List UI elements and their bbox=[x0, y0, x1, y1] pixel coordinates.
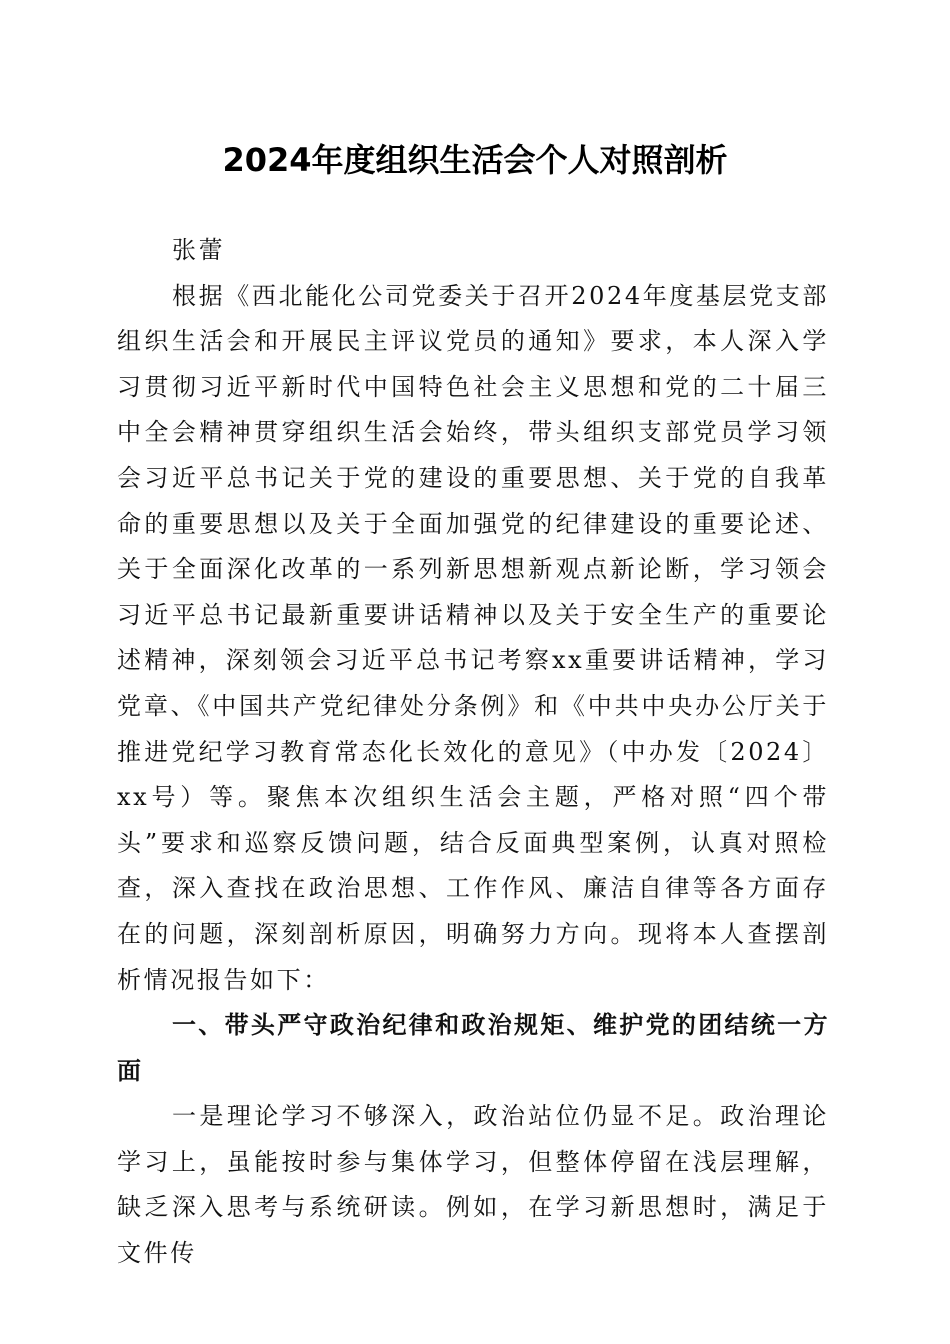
section-heading: 一、带头严守政治纪律和政治规矩、维护党的团结统一方面 bbox=[117, 1011, 829, 1085]
document-title: 2024年度组织生活会个人对照剖析 bbox=[222, 141, 728, 179]
intro-paragraph: 根据《西北能化公司党委关于召开2024年度基层党支部组织生活会和开展民主评议党员的通知》要求，本人深入学习贯彻习近平新时代中国特色社会主义思想和党的二十届三中全会精神贯穿组织生活会始终，带头组织支部党员学习领会习近平总书记关于党的建设的重要思想、关于党的自我革命的重要思想以及关于全面加强党的纪律建设的重要论述、关于全面深化改革的一系列新思想新观点新论断，学习领会习近平总书记最新重要讲话精神以及关于安全生产的重要论述精神，深刻领会习近平总书记考察xx重要讲话精神，学习党章、《中国共产党纪律处分条例》和《中共中央办公厅关于推进党纪学习教育常态化长效化的意见》（中办发〔2024〕xx号）等。聚焦本次组织生活会主题，严格对照“四个带头”要求和巡察反馈问题，结合反面典型案例，认真对照检查，深入查找在政治思想、工作作风、廉洁自律等各方面存在的问题，深刻剖析原因，明确努力方向。现将本人查摆剖析情况报告如下： bbox=[117, 281, 829, 994]
author-name: 张蕾 bbox=[172, 236, 226, 264]
document-body bbox=[117, 228, 829, 1277]
section-paragraph: 一是理论学习不够深入，政治站位仍显不足。政治理论学习上，虽能按时参与集体学习，但整体停留在浅层理解，缺乏深入思考与系统研读。例如，在学习新思想时，满足于文件传 bbox=[117, 1102, 829, 1268]
